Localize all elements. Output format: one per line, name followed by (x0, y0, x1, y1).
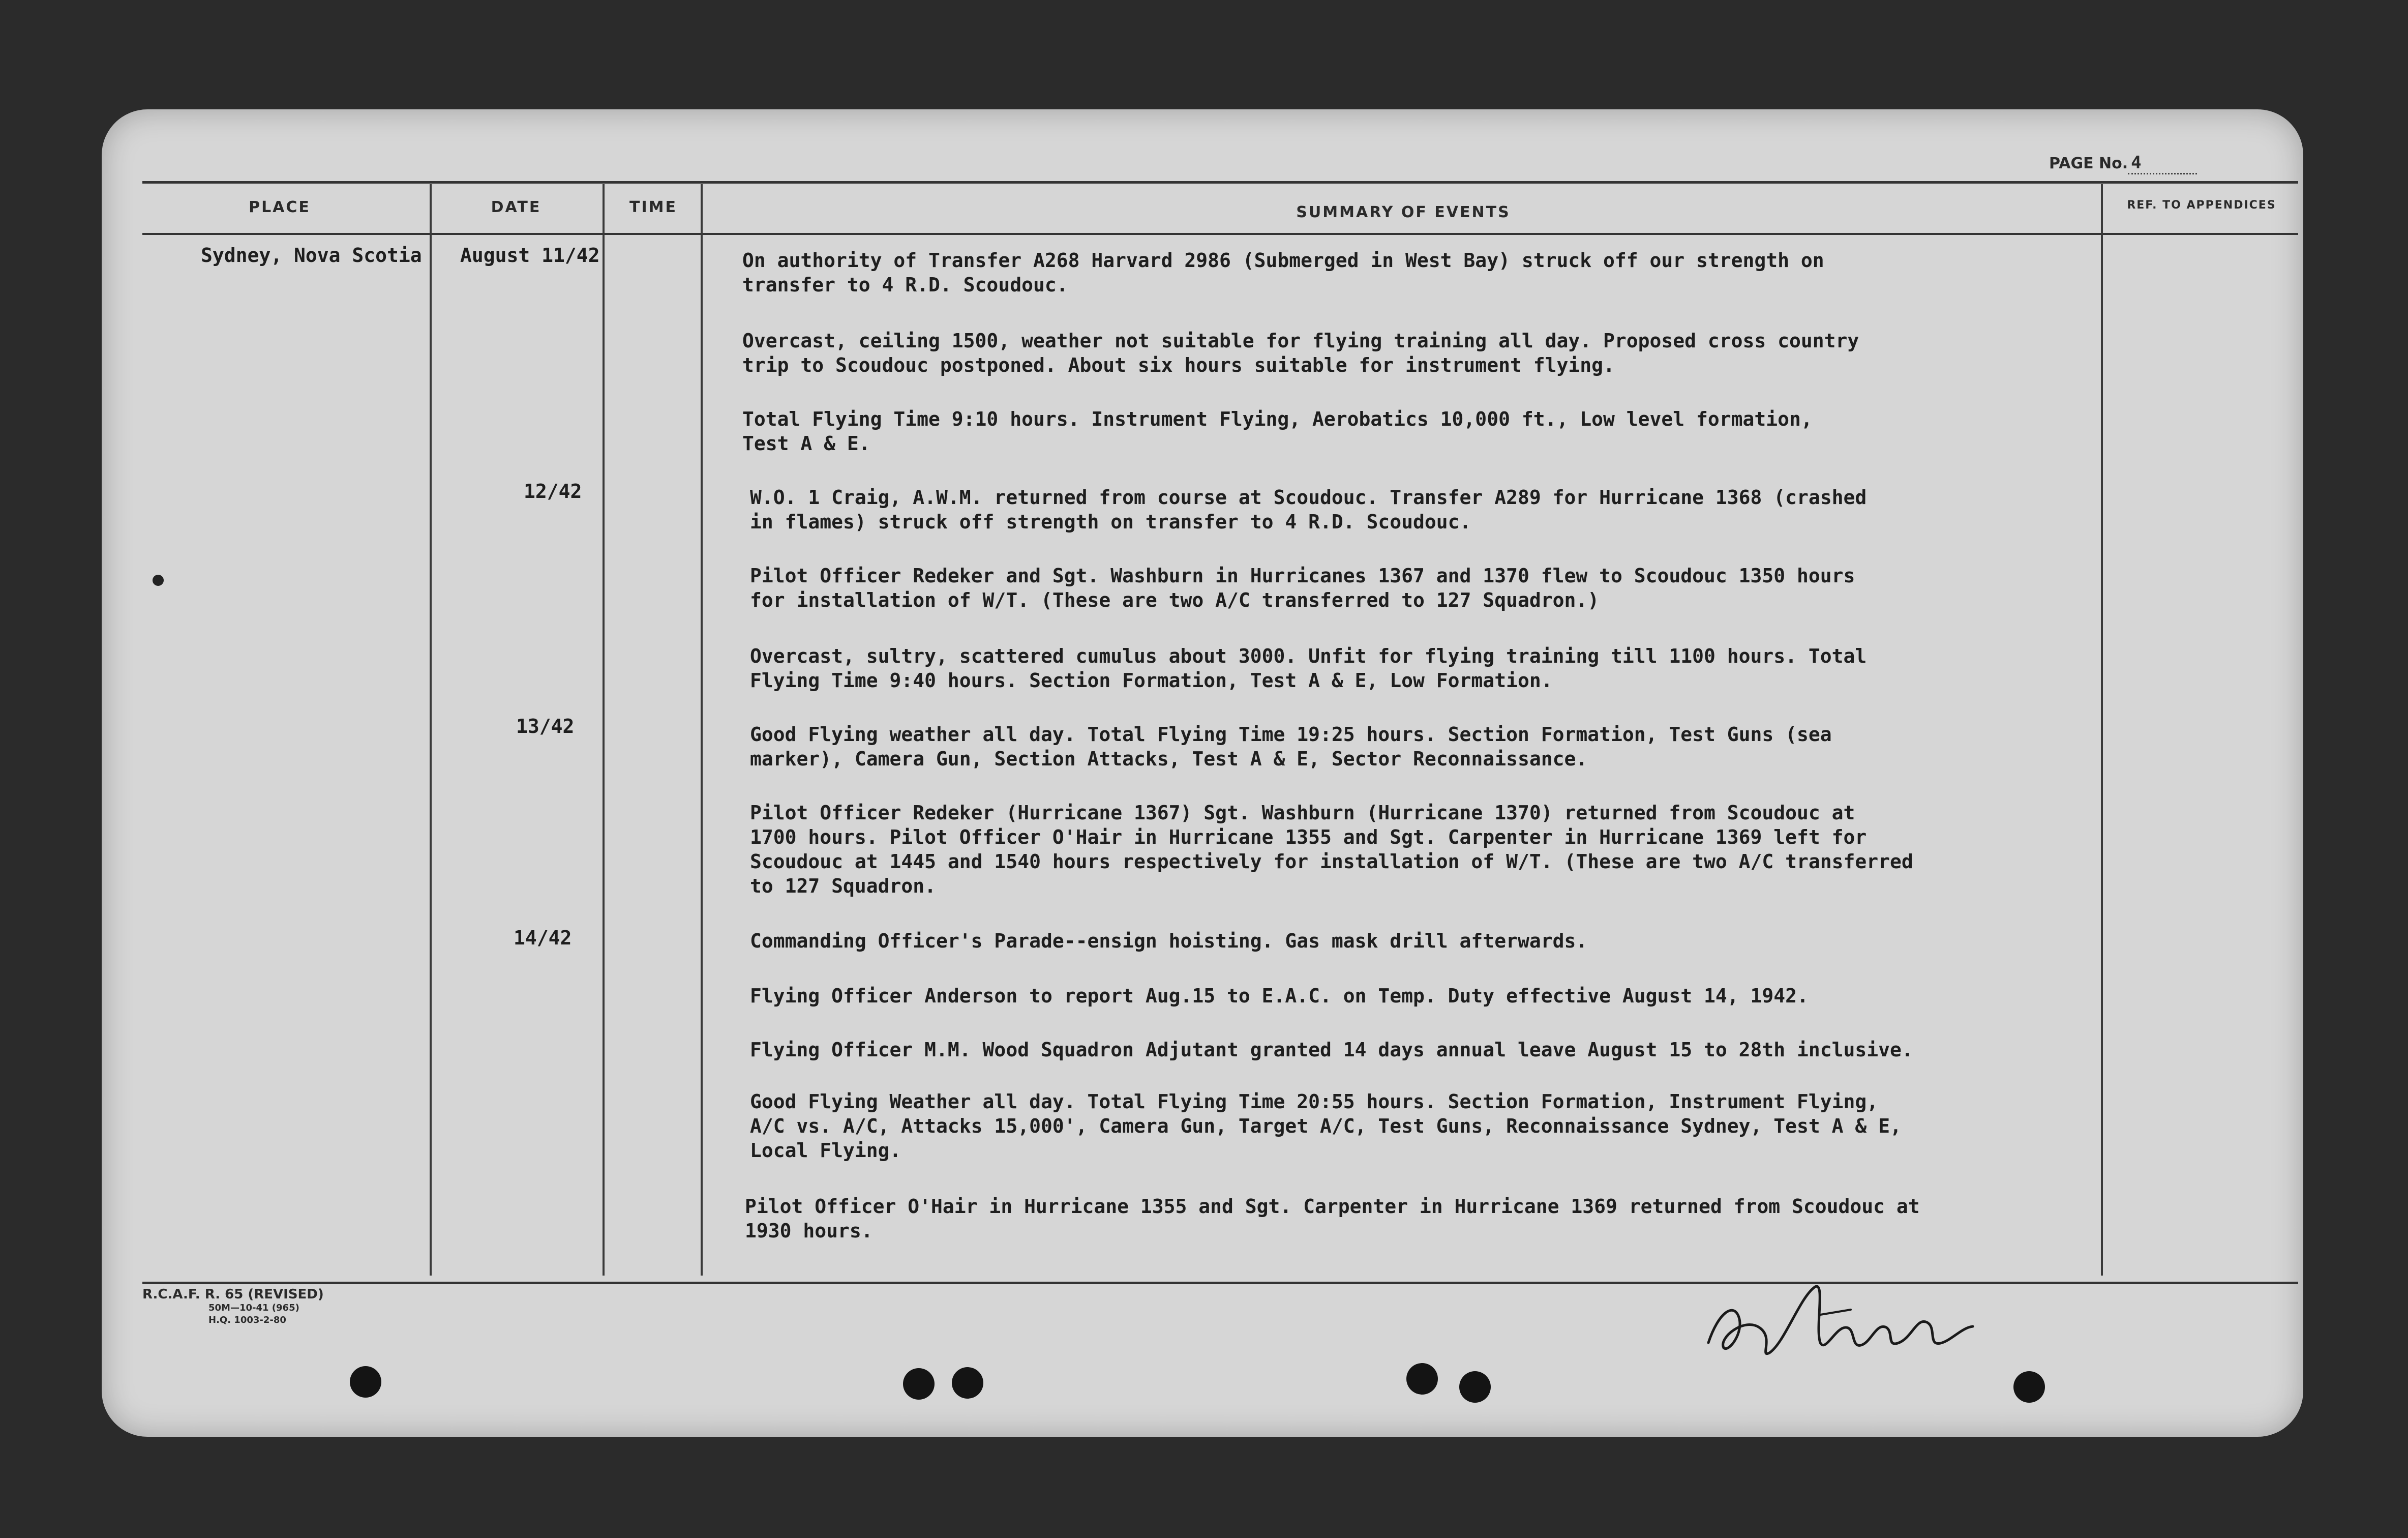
column-header-date: DATE (491, 198, 541, 216)
form-reference (142, 1287, 324, 1326)
column-header-place: PLACE (249, 198, 311, 216)
event-entry: Total Flying Time 9:10 hours. Instrument Flying, Aerobatics 10,000 ft., Low level formation, Test A & E. (742, 408, 1813, 455)
form-number: R.C.A.F. R. 65 (REVISED) (142, 1287, 324, 1302)
event-entry: Good Flying Weather all day. Total Flying Time 20:55 hours. Section Formation, Instrument Flying, A/C vs. A/C, Attacks 15,000', Camera Gun, Target A/C, Test Guns, Reconnaissance Sydney, Test A & E, Local Flying. (750, 1090, 1902, 1162)
binder-hole (350, 1366, 381, 1398)
event-entry: Pilot Officer Redeker and Sgt. Washburn in Hurricanes 1367 and 1370 flew to Scoudouc 1350 hours for installation of W/T. (These are two A/C transferred to 127 Squadron.) (750, 565, 1855, 611)
event-entry: Good Flying weather all day. Total Flying Time 19:25 hours. Section Formation, Test Guns (sea marker), Camera Gun, Section Attacks, Test A & E, Sector Reconnaissance. (750, 723, 1832, 770)
event-entry: W.O. 1 Craig, A.W.M. returned from course at Scoudouc. Transfer A289 for Hurricane 1368 (crashed in flames) struck off strength on transfer to 4 R.D. Scoudouc. (750, 486, 1867, 533)
header-rule (142, 233, 2298, 235)
column-header-ref: REF. TO APPENDICES (2127, 199, 2276, 212)
top-rule (142, 181, 2298, 184)
event-entry: Commanding Officer's Parade--ensign hoisting. Gas mask drill afterwards. (750, 930, 1588, 952)
event-entry: On authority of Transfer A268 Harvard 2986 (Submerged in West Bay) struck off our strength on transfer to 4 R.D. Scoudouc. (742, 249, 1824, 296)
binder-hole (2013, 1371, 2045, 1403)
column-divider-date-time (603, 184, 605, 1276)
column-header-summary: SUMMARY OF EVENTS (1296, 203, 1511, 221)
entry-place: Sydney, Nova Scotia (201, 244, 422, 267)
entry-date-14: 14/42 (514, 927, 572, 949)
signature-image (1698, 1266, 1983, 1378)
form-hq-reference: H.Q. 1003-2-80 (208, 1315, 286, 1325)
form-print-run: 50M—10-41 (965) (208, 1303, 299, 1313)
binder-hole (1406, 1363, 1438, 1395)
event-entry: Overcast, sultry, scattered cumulus about 3000. Unfit for flying training till 1100 hours. Total Flying Time 9:40 hours. Section Formation, Test A & E, Low Formation. (750, 645, 1867, 692)
event-entry: Overcast, ceiling 1500, weather not suitable for flying training all day. Proposed cross country trip to Scoudouc postponed. About six hours suitable for instrument flying. (742, 330, 1859, 376)
entry-date-12: 12/42 (524, 480, 582, 502)
event-entry: Flying Officer M.M. Wood Squadron Adjutant granted 14 days annual leave August 15 to 28th inclusive. (750, 1039, 1913, 1061)
column-divider-place-date (430, 184, 432, 1276)
ink-mark (153, 575, 164, 586)
page-number-label: PAGE No. (2049, 155, 2128, 172)
entry-date-first: August 11/42 (460, 244, 600, 267)
page-number-field (2049, 153, 2197, 174)
event-entry: Flying Officer Anderson to report Aug.15 to E.A.C. on Temp. Duty effective August 14, 1942. (750, 985, 1809, 1007)
column-header-time: TIME (629, 198, 677, 216)
column-divider-time-summary (701, 184, 703, 1276)
binder-hole (1459, 1371, 1491, 1403)
event-entry: Pilot Officer O'Hair in Hurricane 1355 and Sgt. Carpenter in Hurricane 1369 returned from Scoudouc at 1930 hours. (745, 1195, 1920, 1242)
entry-date-13: 13/42 (516, 715, 575, 737)
binder-hole (903, 1368, 935, 1400)
binder-hole (952, 1367, 983, 1399)
page-number-value: 4 (2128, 153, 2197, 174)
event-entry: Pilot Officer Redeker (Hurricane 1367) Sgt. Washburn (Hurricane 1370) returned from Scoudouc at 1700 hours. Pilot Officer O'Hair in Hurricane 1355 and Sgt. Carpenter in Hurricane 1369 left for Scoudouc at 1445 and 1540 hours respectively for installation of W/T. (These are two A/C transferred to 127 Squadron. (750, 802, 1913, 897)
